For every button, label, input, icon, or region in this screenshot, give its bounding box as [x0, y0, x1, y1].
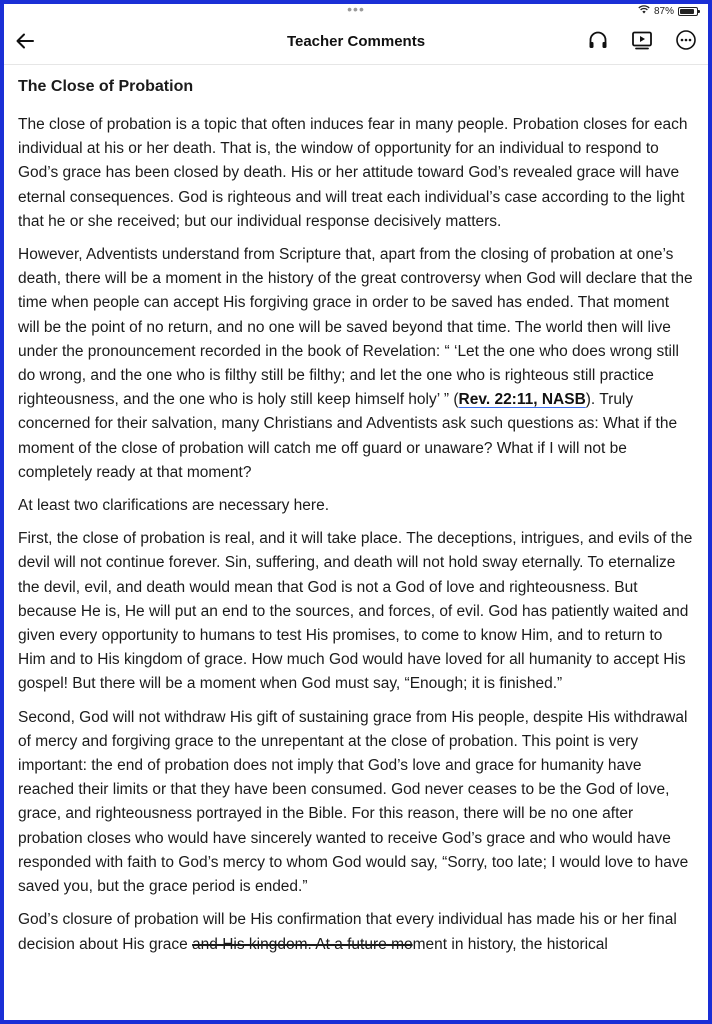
back-arrow-icon[interactable]	[14, 30, 36, 52]
paragraph-2	[18, 243, 694, 485]
article-body	[4, 65, 708, 957]
status-bar	[4, 4, 708, 18]
struck-text: and His kingdom. At a future mo	[192, 935, 413, 953]
wifi-icon	[638, 5, 650, 17]
page-title: Teacher Comments	[286, 32, 426, 50]
play-screen-icon[interactable]	[630, 28, 654, 52]
status-indicators	[638, 5, 698, 17]
paragraph-2-text-b: ). Truly concerned for their salvation, many Christians and Adventists ask such questions as: What if the moment of the close of probation will catch me off guard or unaware? What if I will not be completely ready at that moment?	[18, 391, 678, 481]
paragraph-4: First, the close of probation is real, and it will take place. The deceptions, intrigues, and evils of the devil will not continue forever. Sin, suffering, and death will not hold sway eternally. To eternalize the devil, evil, and death would mean that God is not a God of love and righteousness. But because He is, He will put an end to the sources, and forces, of evil. God has patiently waited and given every opportunity to humans to test His promises, to come to know Him, and to return to Him and to His kingdom of grace. How much God would have loved for all humanity to accept His gospel! But there will be a moment when God must say, “Enough; it is finished.”	[18, 530, 693, 693]
paragraph-6-text-a: God’s closure of probation will be His confirmation that every individual has made his or her final decision about His grace	[18, 911, 677, 953]
paragraph-6-text-b: ment in history, the historical	[412, 935, 608, 953]
navigation-bar	[4, 18, 708, 65]
multitasking-dots[interactable]: •••	[347, 4, 365, 17]
more-icon[interactable]	[674, 28, 698, 52]
paragraph-1: The close of probation is a topic that often induces fear in many people. Probation closes for each individual at his or her death. That is, the window of opportunity for an individual to respond to God’s grace has been closed by death. His or her attitude toward God’s revealed grace will have eternal consequences. God is righteous and will treat each individual’s case according to the light that he or she received; but our individual response decisively matters.	[18, 116, 688, 230]
paragraph-5: Second, God will not withdraw His gift of sustaining grace from His people, despite His withdrawal of mercy and forgiving grace to the unrepentant at the close of probation. This point is very important: the end of probation does not imply that God’s love and grace for humanity have reached their limits or that they have been consumed. God never ceases to be the God of love, grace, and righteousness portrayed in the Bible. For this reason, there will be no one after probation closes who would have sincerely wanted to receive God’s grace and who would have responded with faith to God’s mercy to whom God would say, “Sorry, too late; I would love to have saved you, but the grace period is ended.”	[18, 708, 689, 896]
paragraph-3: At least two clarifications are necessary here.	[18, 497, 329, 515]
battery-percent: 87%	[653, 5, 674, 17]
nav-actions	[586, 28, 698, 52]
paragraph-2-text-a: However, Adventists understand from Scripture that, apart from the closing of probation at one’s death, there will be a moment in the history of the great controversy when God will declare that the time when people can accept His forgiving grace in order to be saved has ended. That moment will be the point of no return, and no one will be saved beyond that time. The world then will live under the pronouncement recorded in the book of Revelation: “ ‘Let the one who does wrong still do wrong, and the one who is filthy still be filthy; and let the one who is righteous still practice righteousness, and the one who is holy still keep himself holy’ ” (	[18, 246, 693, 409]
article-title: The Close of Probation	[18, 78, 194, 95]
scripture-reference-link[interactable]: Rev. 22:11, NASB	[458, 391, 586, 409]
app-window	[4, 4, 708, 1020]
paragraph-6	[18, 908, 694, 956]
headphones-icon[interactable]	[586, 28, 610, 52]
battery-icon	[678, 7, 698, 16]
